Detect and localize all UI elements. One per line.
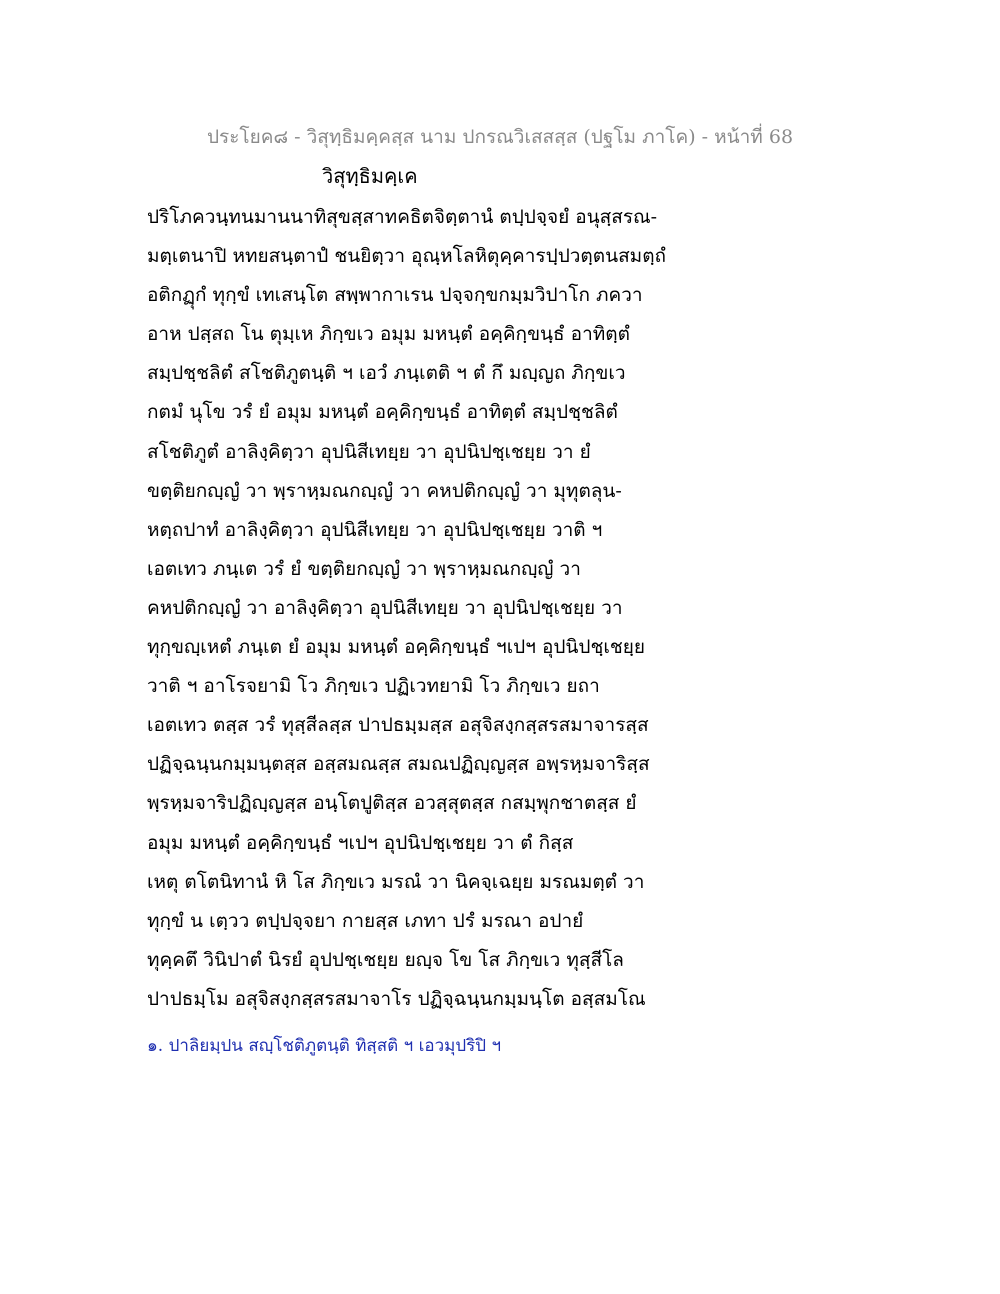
- text-line: ปฏิจฺฉนฺนกมฺมนฺตสฺส อสฺสมณสฺส สมณปฏิญฺญสฺส อพฺรหฺมจาริสฺส: [147, 753, 650, 776]
- text-line: พฺรหฺมจาริปฏิญฺญสฺส อนฺโตปูติสฺส อวสฺสุตสฺส กสมฺพุกชาตสฺส ยํ: [147, 792, 637, 815]
- page-header: [0, 122, 1000, 152]
- text-line: วาติ ฯ อาโรจยามิ โว ภิกฺขเว ปฏิเวทยามิ โว ภิกฺขเว ยถา: [147, 675, 600, 698]
- text-line: สมฺปชฺชลิตํ สโชติภูตนฺติ ฯ เอวํ ภนฺเตติ ฯ ตํ กึ มญฺญถ ภิกฺขเว: [147, 362, 626, 385]
- text-line: เอตเทว ตสฺส วรํ ทุสฺสีลสฺส ปาปธมฺมสฺส อสุจิสงฺกสฺสรสมาจารสฺส: [147, 714, 649, 737]
- section-title: วิสุทฺธิมคฺเค: [322, 164, 418, 188]
- text-line: ปริโภควนฺทนมานนาทิสุขสฺสาทคธิตจิตฺตานํ ตปฺปจฺจยํ อนุสฺสรณ-: [147, 206, 658, 228]
- text-line: ทุกฺขํ น เตฺวว ตปฺปจฺจยา กายสฺส เภทา ปรํ มรณา อปายํ: [147, 909, 584, 932]
- text-line: เหตุ ตโตนิทานํ หิ โส ภิกฺขเว มรณํ วา นิคจฺเฉยฺย มรณมตฺตํ วา: [147, 870, 645, 893]
- text-line: กตมํ นุโข วรํ ยํ อมุม มหนฺตํ อคฺคิกฺขนฺธํ อาทิตฺตํ สมฺปชฺชลิตํ: [147, 401, 618, 424]
- running-title: ประโยค๘ - วิสุทฺธิมคฺคสฺส นาม ปกรณวิเสสสฺส (ปฐโม ภาโค) - หน้าที่ 68: [206, 126, 794, 148]
- text-line: ขตฺติยกญฺญํ วา พฺราหฺมณกญฺญํ วา คหปติกญฺญํ วา มุทุตลุน-: [147, 479, 622, 502]
- text-line: ปาปธมฺโม อสุจิสงฺกสฺสรสมาจาโร ปฏิจฺฉนฺนกมฺมนฺโต อสฺสมโณ: [147, 987, 646, 1010]
- text-line: อติกฏุกํ ทุกฺขํ เทเสนฺโต สพฺพากาเรน ปจฺจกฺขกมฺมวิปาโก ภควา: [147, 284, 643, 307]
- text-line: มตฺเตนาปิ หทยสนฺตาปํ ชนยิตฺวา อุณฺหโลหิตุคฺคารปฺปวตฺตนสมตฺถํ: [147, 245, 667, 268]
- text-line: สโชติภูตํ อาลิงฺคิตฺวา อุปนิสีเทยฺย วา อุปนิปชฺเชยฺย วา ยํ: [147, 440, 591, 463]
- text-line: ทุกฺขญฺเหตํ ภนฺเต ยํ อมุม มหนฺตํ อคฺคิกฺขนฺธํ ฯเปฯ อุปนิปชฺเชยฺย: [147, 636, 646, 659]
- body-text: [147, 198, 707, 1019]
- text-line: คหปติกญฺญํ วา อาลิงฺคิตฺวา อุปนิสีเทยฺย วา อุปนิปชฺเชยฺย วา: [147, 596, 623, 619]
- text-line: หตฺถปาทํ อาลิงฺคิตฺวา อุปนิสีเทยฺย วา อุปนิปชฺเชยฺย วาติ ฯ: [147, 518, 603, 541]
- text-line: อาห ปสฺสถ โน ตุมฺเห ภิกฺขเว อมุม มหนฺตํ อคฺคิกฺขนฺธํ อาทิตฺตํ: [147, 323, 630, 346]
- text-line: เอตเทว ภนฺเต วรํ ยํ ขตฺติยกญฺญํ วา พฺราหฺมณกญฺญํ วา: [147, 557, 581, 580]
- footnote: ๑. ปาลิยมฺปน สญฺโชติภูตนฺติ ทิสฺสติ ฯ เอวมุปริปิ ฯ: [147, 1036, 502, 1056]
- text-line: ทุคฺคตึ วินิปาตํ นิรยํ อุปปชฺเชยฺย ยญฺจ โข โส ภิกฺขเว ทุสฺสีโล: [147, 948, 624, 971]
- text-line: อมุม มหนฺตํ อคฺคิกฺขนฺธํ ฯเปฯ อุปนิปชฺเชยฺย วา ตํ กิสฺส: [147, 831, 574, 854]
